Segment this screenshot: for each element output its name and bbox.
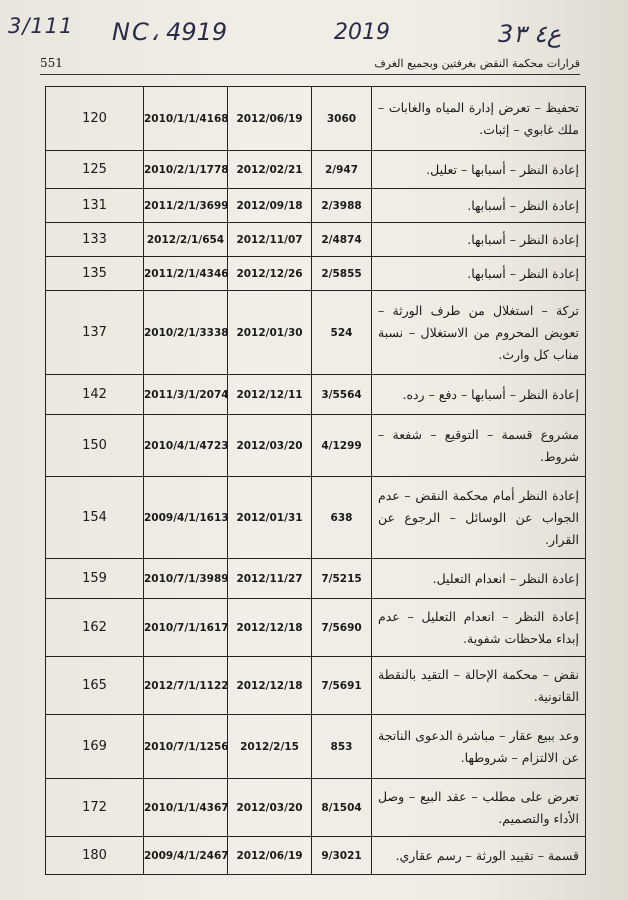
decision-date: 2012/12/18 xyxy=(228,599,312,657)
page-number: 551 xyxy=(40,56,63,70)
table-row xyxy=(46,599,586,657)
table-row xyxy=(46,779,586,837)
file-number: 2010/4/1/4723 xyxy=(144,415,228,477)
decision-number: 2/3988 xyxy=(312,189,372,223)
file-number: 2010/7/1/3989 xyxy=(144,559,228,599)
table-row xyxy=(46,291,586,375)
page-ref: 150 xyxy=(46,415,144,477)
topic-cell: وعد ببيع عقار – مباشرة الدعوى الناتجة عن الالتزام – شروطها. xyxy=(372,715,586,779)
topic-cell: تركة – استغلال من طرف الورثة – تعويض المحروم من الاستغلال – نسبة مناب كل وارث. xyxy=(372,291,586,375)
file-number: 2010/2/1/3338 xyxy=(144,291,228,375)
table-row xyxy=(46,189,586,223)
decision-number: 7/5691 xyxy=(312,657,372,715)
table-row xyxy=(46,657,586,715)
topic-cell: إعادة النظر – انعدام التعليل – عدم إبداء ملاحظات شفوية. xyxy=(372,599,586,657)
file-number: 2010/1/1/4168 xyxy=(144,87,228,151)
decision-date: 2012/01/30 xyxy=(228,291,312,375)
topic-cell: إعادة النظر – أسبابها. xyxy=(372,189,586,223)
decision-date: 2012/01/31 xyxy=(228,477,312,559)
decision-number: 853 xyxy=(312,715,372,779)
table-row xyxy=(46,715,586,779)
page-ref: 169 xyxy=(46,715,144,779)
topic-cell: قسمة – تقييد الورثة – رسم عقاري. xyxy=(372,837,586,875)
decision-date: 2012/02/21 xyxy=(228,151,312,189)
decision-number: 3060 xyxy=(312,87,372,151)
page-ref: 135 xyxy=(46,257,144,291)
decision-date: 2012/11/07 xyxy=(228,223,312,257)
page-ref: 133 xyxy=(46,223,144,257)
page-ref: 165 xyxy=(46,657,144,715)
table-row xyxy=(46,415,586,477)
page-header xyxy=(40,56,580,75)
file-number: 2010/2/1/1778 xyxy=(144,151,228,189)
decision-number: 9/3021 xyxy=(312,837,372,875)
topic-cell: إعادة النظر أمام محكمة النقض – عدم الجواب عن الوسائل – الرجوع عن القرار. xyxy=(372,477,586,559)
page-ref: 172 xyxy=(46,779,144,837)
file-number: 2011/2/1/4346 xyxy=(144,257,228,291)
handwritten-note-right: 3ع٤ ٣ xyxy=(498,20,562,48)
decision-date: 2012/2/15 xyxy=(228,715,312,779)
table-row xyxy=(46,87,586,151)
topic-cell: إعادة النظر – أسبابها – دفع – رده. xyxy=(372,375,586,415)
decision-date: 2012/12/11 xyxy=(228,375,312,415)
table-row xyxy=(46,257,586,291)
topic-cell: نقض – محكمة الإحالة – التقيد بالنقطة القانونية. xyxy=(372,657,586,715)
decision-number: 2/947 xyxy=(312,151,372,189)
handwritten-note-center: NC، 4919 xyxy=(112,18,228,46)
topic-cell: مشروع قسمة – التوقيع – شفعة – شروط. xyxy=(372,415,586,477)
file-number: 2010/1/1/4367 xyxy=(144,779,228,837)
decision-number: 7/5690 xyxy=(312,599,372,657)
topic-cell: إعادة النظر – أسبابها. xyxy=(372,257,586,291)
decision-number: 8/1504 xyxy=(312,779,372,837)
handwritten-note-left: 3/111 xyxy=(8,14,74,38)
decision-number: 3/5564 xyxy=(312,375,372,415)
decision-number: 638 xyxy=(312,477,372,559)
decision-number: 524 xyxy=(312,291,372,375)
file-number: 2010/7/1/1617 xyxy=(144,599,228,657)
file-number: 2011/3/1/2074 xyxy=(144,375,228,415)
page-ref: 137 xyxy=(46,291,144,375)
page-ref: 159 xyxy=(46,559,144,599)
topic-cell: إعادة النظر – أسبابها. xyxy=(372,223,586,257)
decision-number: 2/5855 xyxy=(312,257,372,291)
file-number: 2010/7/1/1256 xyxy=(144,715,228,779)
page-ref: 120 xyxy=(46,87,144,151)
decision-number: 7/5215 xyxy=(312,559,372,599)
table-row xyxy=(46,477,586,559)
table-row xyxy=(46,375,586,415)
decision-date: 2012/11/27 xyxy=(228,559,312,599)
topic-cell: إعادة النظر – أسبابها – تعليل. xyxy=(372,151,586,189)
page-ref: 131 xyxy=(46,189,144,223)
decision-number: 2/4874 xyxy=(312,223,372,257)
decision-date: 2012/03/20 xyxy=(228,415,312,477)
handwritten-year: 2019 xyxy=(334,20,390,45)
running-title: قرارات محكمة النقض بغرفتين وبجميع الغرف xyxy=(374,57,580,70)
decisions-table xyxy=(45,86,586,875)
page-ref: 125 xyxy=(46,151,144,189)
decision-date: 2012/09/18 xyxy=(228,189,312,223)
file-number: 2011/2/1/3699 xyxy=(144,189,228,223)
topic-cell: إعادة النظر – انعدام التعليل. xyxy=(372,559,586,599)
table-row xyxy=(46,837,586,875)
topic-cell: تعرض على مطلب – عقد البيع – وصل الأداء والتصميم. xyxy=(372,779,586,837)
page-ref: 142 xyxy=(46,375,144,415)
decision-date: 2012/12/18 xyxy=(228,657,312,715)
decision-date: 2012/06/19 xyxy=(228,837,312,875)
decision-date: 2012/12/26 xyxy=(228,257,312,291)
decision-number: 4/1299 xyxy=(312,415,372,477)
page-ref: 154 xyxy=(46,477,144,559)
page-ref: 162 xyxy=(46,599,144,657)
file-number: 2012/2/1/654 xyxy=(144,223,228,257)
decision-date: 2012/03/20 xyxy=(228,779,312,837)
page-ref: 180 xyxy=(46,837,144,875)
file-number: 2012/7/1/1122 xyxy=(144,657,228,715)
file-number: 2009/4/1/1613 xyxy=(144,477,228,559)
table-row xyxy=(46,223,586,257)
decision-date: 2012/06/19 xyxy=(228,87,312,151)
table-row xyxy=(46,151,586,189)
topic-cell: تحفيظ – تعرض إدارة المياه والغابات – ملك غابوي – إثبات. xyxy=(372,87,586,151)
file-number: 2009/4/1/2467 xyxy=(144,837,228,875)
table-row xyxy=(46,559,586,599)
